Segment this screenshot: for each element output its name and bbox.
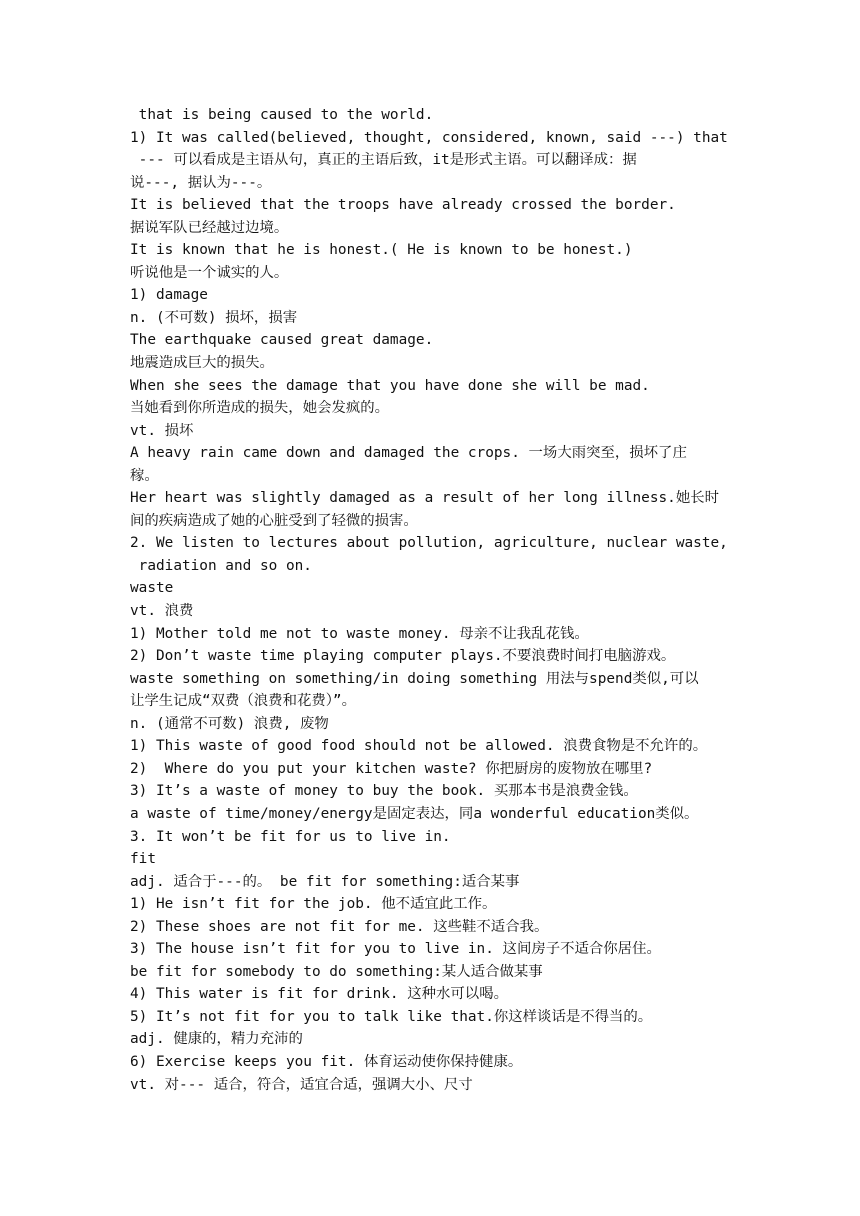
text-line: 听说他是一个诚实的人。 [130,264,289,281]
text-line: 6) Exercise keeps you fit. 体育运动使你保持健康。 [130,1053,523,1070]
text-line: It is believed that the troops have already crossed the border. [130,197,676,214]
text-line: 2. We listen to lectures about pollution, agriculture, nuclear waste, [130,535,728,552]
text-line: 3) It’s a waste of money to buy the book. 买那本书是浪费金钱。 [130,783,638,800]
text-line: vt. 浪费 [130,603,194,620]
text-line: 2) These shoes are not fit for me. 这些鞋不适合我。 [130,918,549,935]
text-line: 5) It’s not fit for you to talk like that.你这样谈话是不得当的。 [130,1008,653,1025]
text-line: waste something on something/in doing something 用法与spend类似,可以 [130,670,699,687]
text-line: 4) This water is fit for drink. 这种水可以喝。 [130,986,508,1003]
document-body [130,104,734,1096]
text-line: 3) The house isn’t fit for you to live in. 这间房子不适合你居住。 [130,941,661,958]
text-line: 1) damage [130,287,208,304]
text-line: adj. 健康的，精力充沛的 [130,1031,303,1048]
text-line: The earthquake caused great damage. [130,332,434,349]
text-line: When she sees the damage that you have done she will be mad. [130,377,650,394]
text-line: --- 可以看成是主语从句，真正的主语后致，it是形式主语。可以翻译成：据 [130,152,637,169]
text-line: Her heart was slightly damaged as a result of her long illness.她长时 [130,490,719,507]
text-line: vt. 损坏 [130,422,194,439]
text-line: radiation and so on. [130,557,312,574]
text-line: vt. 对--- 适合，符合，适宜合适，强调大小、尺寸 [130,1076,473,1093]
text-line: 据说军队已经越过边境。 [130,219,289,236]
text-line: n. (不可数) 损坏，损害 [130,309,298,326]
text-line: fit [130,851,156,868]
text-line: 稼。 [130,467,159,484]
text-line: 1) It was called(believed, thought, considered, known, said ---) that [130,129,728,146]
text-line: 当她看到你所造成的损失，她会发疯的。 [130,400,390,417]
text-line: be fit for somebody to do something:某人适合做某事 [130,963,543,980]
text-line: that is being caused to the world. [130,107,434,123]
text-line: 2) Where do you put your kitchen waste? 你把厨房的废物放在哪里? [130,760,653,777]
text-line: n. (通常不可数) 浪费, 废物 [130,715,329,732]
text-line: adj. 适合于---的。 be fit for something:适合某事 [130,873,520,890]
text-line: waste [130,580,174,597]
text-line: 间的疾病造成了她的心脏受到了轻微的损害。 [130,512,418,529]
text-line: 地震造成巨大的损失。 [130,355,274,372]
text-line: 1) Mother told me not to waste money. 母亲不让我乱花钱。 [130,625,589,642]
text-line: 1) This waste of good food should not be allowed. 浪费食物是不允许的。 [130,738,708,755]
text-line: a waste of time/money/energy是固定表达，同a wonderful education类似。 [130,805,699,822]
text-line: 2) Don’t waste time playing computer plays.不要浪费时间打电脑游戏。 [130,648,676,665]
text-line: 3. It won’t be fit for us to live in. [130,828,451,845]
text-line: 1) He isn’t fit for the job. 他不适宜此工作。 [130,896,497,913]
text-line: 说---, 据认为---。 [130,174,272,191]
text-line: 让学生记成“双费（浪费和花费）”。 [130,693,356,710]
text-line: A heavy rain came down and damaged the crops. 一场大雨突至，损坏了庄 [130,445,687,462]
text-line: It is known that he is honest.( He is known to be honest.) [130,242,633,259]
